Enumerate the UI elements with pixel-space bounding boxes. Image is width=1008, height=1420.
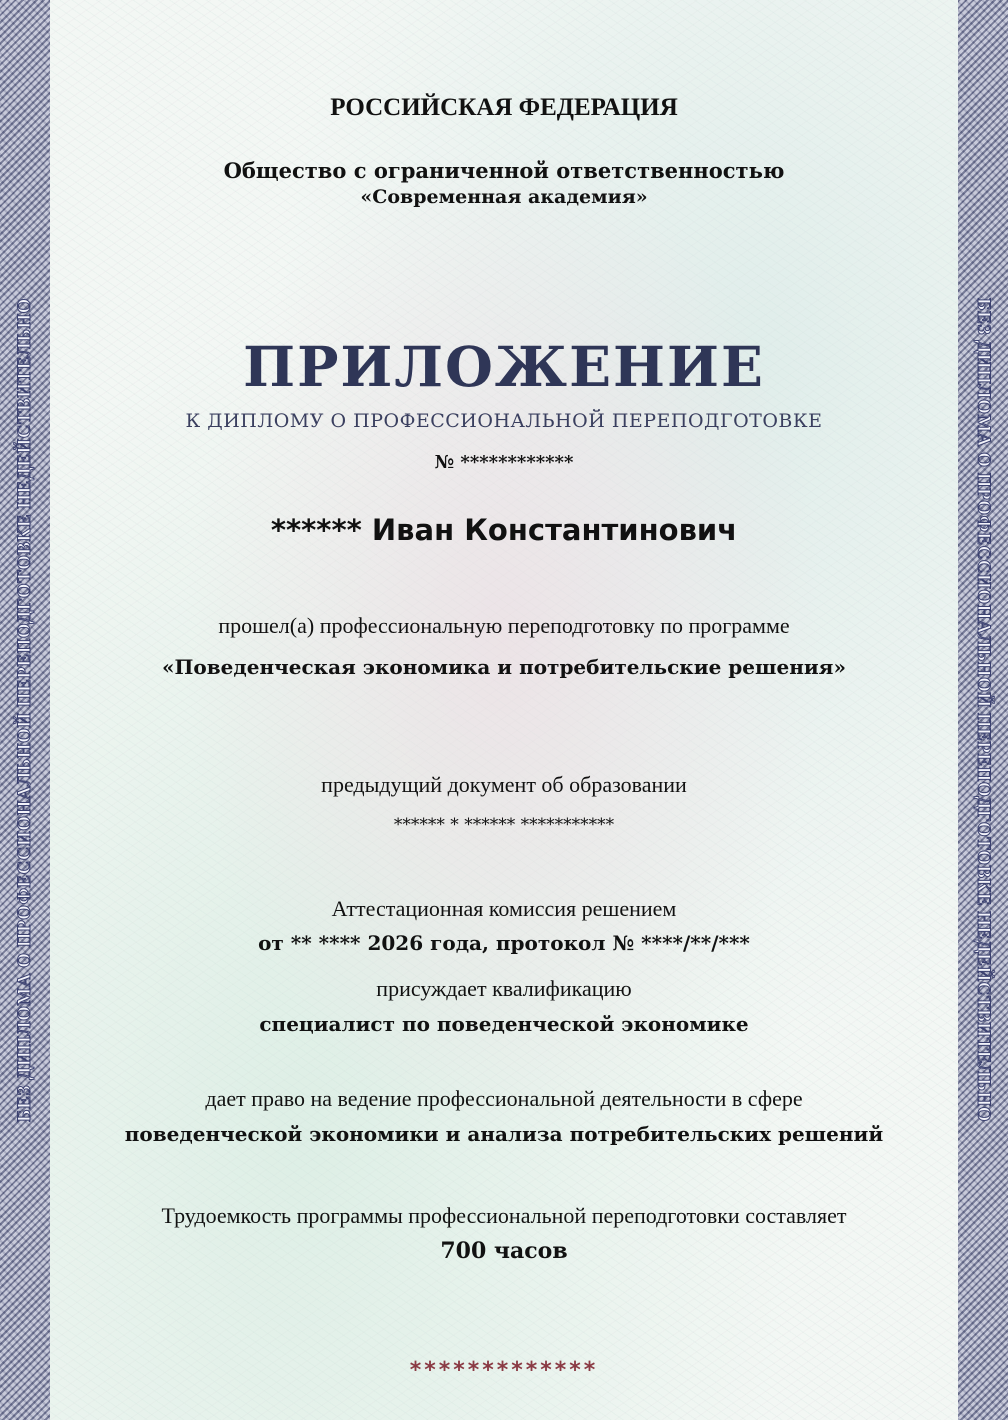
commission-label: Аттестационная комиссия решением <box>331 896 677 921</box>
previous-document-label: предыдущий документ об образовании <box>321 772 687 797</box>
holder-full-name: ****** Иван Константинович <box>270 513 738 547</box>
organization-type: Общество с ограниченной ответственностью <box>223 158 785 183</box>
series-number: ************* <box>409 1358 599 1383</box>
right-security-border <box>958 0 1008 1420</box>
commission-decision: от ** **** 2026 года, протокол № ****/**/*** <box>258 931 750 955</box>
organization-name: «Современная академия» <box>360 186 648 208</box>
awards-text: присуждает квалификацию <box>376 976 632 1001</box>
program-passed-text: прошел(а) профессиональную переподготовку по программе <box>218 613 790 638</box>
previous-document-value: ****** * ****** *********** <box>393 815 615 835</box>
document-title: ПРИЛОЖЕНИЕ <box>243 334 765 399</box>
left-border-text: БЕЗ ДИПЛОМА О ПРОФЕССИОНАЛЬНОЙ ПЕРЕПОДГОТОВКЕ НЕДЕЙСТВИТЕЛЬНО <box>14 298 35 1122</box>
program-name: «Поведенческая экономика и потребительские решения» <box>162 655 846 679</box>
rights-label: дает право на ведение профессиональной деятельности в сфере <box>205 1086 803 1111</box>
professional-sphere: поведенческой экономики и анализа потребительских решений <box>124 1122 884 1146</box>
qualification: специалист по поведенческой экономике <box>259 1012 749 1036</box>
document-number: № ************ <box>434 452 574 473</box>
labor-intensity-label: Трудоемкость программы профессиональной переподготовки составляет <box>161 1203 847 1228</box>
document-subtitle: К ДИПЛОМУ О ПРОФЕССИОНАЛЬНОЙ ПЕРЕПОДГОТОВКЕ <box>185 410 823 432</box>
left-security-border <box>0 0 50 1420</box>
right-border-text: БЕЗ ДИПЛОМА О ПРОФЕССИОНАЛЬНОЙ ПЕРЕПОДГОТОВКЕ НЕДЕЙСТВИТЕЛЬНО <box>973 298 994 1122</box>
labor-hours: 700 часов <box>440 1238 568 1264</box>
country-heading: РОССИЙСКАЯ ФЕДЕРАЦИЯ <box>330 94 678 121</box>
